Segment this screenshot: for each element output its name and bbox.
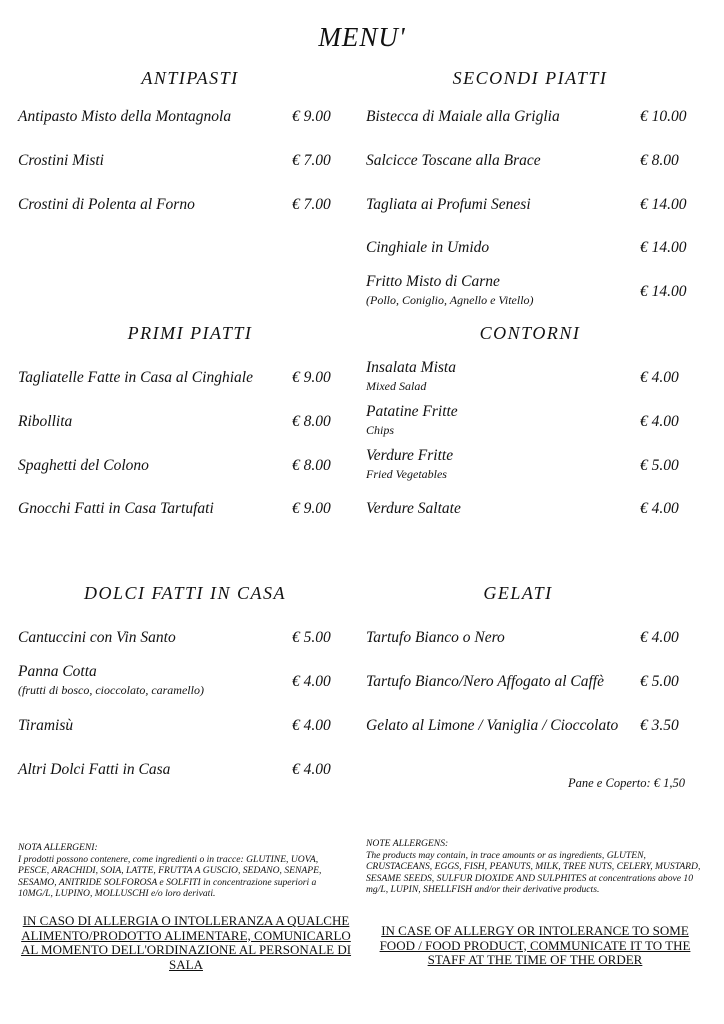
item-description: Mixed Salad: [366, 379, 427, 393]
allergy-alert-it: IN CASO DI ALLERGIA O INTOLLERANZA A QUALCHE ALIMENTO/PRODOTTO ALIMENTARE, COMUNICARLO AL MOMENTO DELL'ORDINAZIONE AL PERSONALE DI SALA: [20, 913, 352, 972]
item-description: Fried Vegetables: [366, 467, 447, 481]
item-price: € 9.00: [292, 369, 331, 386]
list-item: [366, 402, 458, 438]
item-name: Spaghetti del Colono: [18, 457, 149, 474]
item-price: € 14.00: [640, 239, 687, 256]
item-price: € 7.00: [292, 196, 331, 213]
item-price: € 9.00: [292, 500, 331, 517]
list-item: [18, 628, 176, 647]
cover-charge: Pane e Coperto: € 1,50: [568, 776, 685, 790]
list-item: [18, 195, 195, 214]
item-name: Crostini di Polenta al Forno: [18, 196, 195, 213]
item-price: € 8.00: [640, 152, 679, 169]
item-name: Verdure Fritte: [366, 447, 454, 464]
allergen-note-en-body: The products may contain, in trace amounts or as ingredients, GLUTEN, CRUSTACEANS, EGGS, FISH, PEANUTS, MILK, TREE NUTS, CELERY, MUSTARD, SESAME SEEDS, SULFUR DIOXIDE AND SULPHITES at concentrations above 10 mg/L, LUPIN, SHELLFISH and/or their derivative products.: [366, 849, 701, 895]
item-name: Fritto Misto di Carne: [366, 273, 500, 290]
item-name: Gelato al Limone / Vaniglia / Cioccolato: [366, 717, 619, 734]
item-name: Bistecca di Maiale alla Griglia: [366, 108, 560, 125]
item-price: € 4.00: [292, 673, 331, 690]
item-name: Salcicce Toscane alla Brace: [366, 152, 541, 169]
list-item: [18, 412, 72, 431]
item-price: € 8.00: [292, 457, 331, 474]
list-item: [366, 628, 505, 647]
item-name: Cinghiale in Umido: [366, 239, 490, 256]
allergen-note-it-title: NOTA ALLERGENI:: [18, 842, 98, 853]
section-contorni: CONTORNI: [479, 323, 581, 343]
list-item: [366, 107, 560, 126]
item-price: € 3.50: [640, 717, 679, 734]
item-price: € 4.00: [640, 500, 679, 517]
item-name: Crostini Misti: [18, 152, 104, 169]
allergy-alert-en: IN CASE OF ALLERGY OR INTOLERANCE TO SOME FOOD / FOOD PRODUCT, COMMUNICATE IT TO THE STAFF AT THE TIME OF THE ORDER: [379, 923, 691, 967]
item-price: € 4.00: [292, 761, 331, 778]
list-item: [366, 195, 531, 214]
section-antipasti: ANTIPASTI: [141, 68, 239, 88]
item-name: Ribollita: [18, 413, 73, 430]
item-name: Patatine Fritte: [366, 403, 458, 420]
item-price: € 5.00: [640, 673, 679, 690]
item-price: € 4.00: [640, 413, 679, 430]
item-price: € 7.00: [292, 152, 331, 169]
allergen-note-it: [18, 842, 348, 900]
item-name: Tartufo Bianco o Nero: [366, 629, 505, 646]
list-item: [366, 499, 461, 518]
section-gelati: GELATI: [483, 583, 553, 603]
item-name: Verdure Saltate: [366, 500, 461, 517]
item-name: Cantuccini con Vin Santo: [18, 629, 176, 646]
item-name: Altri Dolci Fatti in Casa: [18, 761, 171, 778]
item-price: € 8.00: [292, 413, 331, 430]
item-price: € 4.00: [640, 369, 679, 386]
list-item: [366, 358, 456, 394]
item-price: € 14.00: [640, 196, 687, 213]
item-description: (Pollo, Coniglio, Agnello e Vitello): [366, 293, 534, 307]
list-item: [366, 238, 489, 257]
item-name: Antipasto Misto della Montagnola: [18, 108, 232, 125]
item-name: Tagliata ai Profumi Senesi: [366, 196, 531, 213]
item-price: € 4.00: [640, 629, 679, 646]
allergen-note-en-title: NOTE ALLERGENS:: [366, 838, 449, 849]
list-item: [366, 672, 604, 691]
item-price: € 5.00: [640, 457, 679, 474]
item-name: Tiramisù: [18, 717, 74, 734]
item-name: Insalata Mista: [366, 359, 456, 376]
item-name: Gnocchi Fatti in Casa Tartufati: [18, 500, 214, 517]
item-description: (frutti di bosco, cioccolato, caramello): [18, 683, 204, 697]
list-item: [18, 456, 149, 475]
item-price: € 5.00: [292, 629, 331, 646]
list-item: [366, 716, 618, 735]
item-name: Panna Cotta: [18, 663, 97, 680]
list-item: [18, 716, 73, 735]
item-name: Tagliatelle Fatte in Casa al Cinghiale: [18, 369, 253, 386]
allergen-note-en: [366, 838, 706, 896]
list-item: [18, 368, 253, 387]
item-description: Chips: [366, 423, 395, 437]
list-item: [18, 760, 170, 779]
item-price: € 4.00: [292, 717, 331, 734]
item-price: € 10.00: [640, 108, 687, 125]
list-item: [366, 272, 534, 308]
allergen-note-it-body: I prodotti possono contenere, come ingredienti o in tracce: GLUTINE, UOVA, PESCE, ARACHIDI, SOIA, LATTE, FRUTTA A GUSCIO, SEDANO, SENAPE, SESAMO, ANITRIDE SOLFOROSA e SOLFITI in concentrazione superiori a 10MG/L, LUPINO, MOLLUSCHI e/o loro derivati.: [18, 853, 322, 899]
list-item: [18, 151, 104, 170]
item-price: € 9.00: [292, 108, 331, 125]
section-primi: PRIMI PIATTI: [127, 323, 253, 343]
list-item: [366, 151, 541, 170]
list-item: [366, 446, 453, 482]
section-secondi: SECONDI PIATTI: [452, 68, 608, 88]
list-item: [18, 107, 231, 126]
item-price: € 14.00: [640, 283, 687, 300]
menu-title: MENU': [318, 22, 406, 52]
list-item: [18, 499, 214, 518]
item-name: Tartufo Bianco/Nero Affogato al Caffè: [366, 673, 604, 690]
section-dolci: DOLCI FATTI IN CASA: [83, 583, 287, 603]
list-item: [18, 662, 204, 698]
